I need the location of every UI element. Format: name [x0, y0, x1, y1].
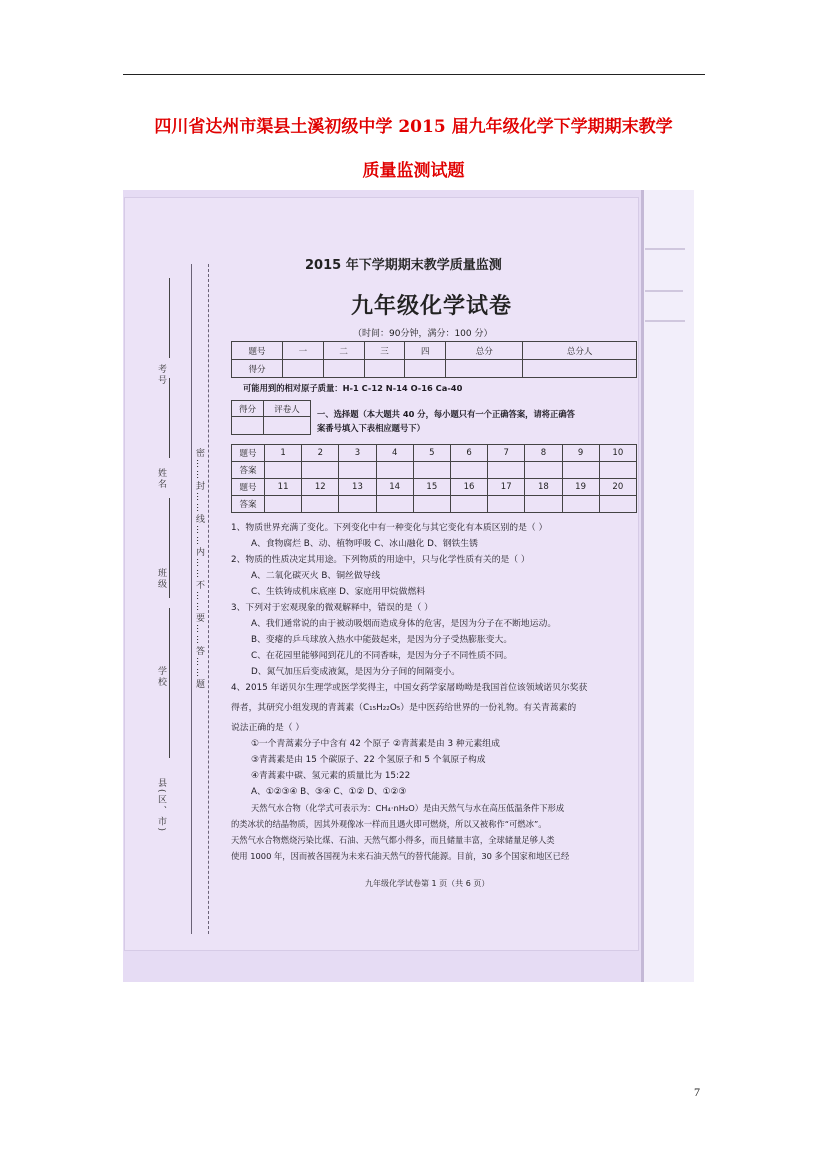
score-cell: [323, 360, 364, 378]
answer-cell: [450, 496, 487, 513]
atomic-masses: 可能用到的相对原子质量：H-1 C-12 N-14 O-16 Ca-40: [243, 383, 463, 393]
question-number: 17: [488, 479, 525, 496]
passage-line3: 天然气水合物燃烧污染比煤、石油、天然气都小得多，而且储量丰富，全球储量足够人类: [231, 835, 555, 845]
question-number: 4: [376, 445, 413, 462]
grader-cell: [232, 417, 264, 435]
question-3-option-a: A、我们通常说的由于被动吸烟而造成身体的危害，是因为分子在不断地运动。: [251, 619, 557, 629]
scanned-exam-page: [123, 190, 694, 982]
answer-cell: [488, 496, 525, 513]
question-number: 14: [376, 479, 413, 496]
question-4-options: A、①②③④ B、③④ C、①② D、①②③: [251, 787, 407, 797]
answer-cell: [376, 496, 413, 513]
seal-line: [208, 264, 210, 934]
answer-cell: [376, 462, 413, 479]
section1-instructions-line1: 一、选择题（本大题共 40 分，每小题只有一个正确答案，请将正确答: [317, 409, 575, 419]
passage-line2: 的类冰状的结晶物质，因其外观像冰一样而且遇火即可燃烧，所以又被称作“可燃冰”。: [231, 819, 547, 829]
score-cell: 三: [364, 342, 405, 360]
document-title: 四川省达州市渠县土溪初级中学 2015 届九年级化学下学期期末教学: [154, 117, 673, 137]
answer-grid-row: [232, 445, 637, 462]
answer-cell: [265, 462, 302, 479]
question-number: 7: [488, 445, 525, 462]
answer-cell: [599, 496, 636, 513]
answer-cell: [339, 496, 376, 513]
question-4-line1: 4、2015 年诺贝尔生理学或医学奖得主，中国女药学家屠呦呦是我国首位该领域诺贝尔奖获: [231, 683, 588, 693]
answer-cell: [413, 462, 450, 479]
question-2: 2、物质的性质决定其用途。下列物质的用途中，只与化学性质有关的是（ ）: [231, 555, 530, 565]
answer-grid-row: [232, 496, 637, 513]
question-1: 1、物质世界充满了变化。下列变化中有一种变化与其它变化有本质区别的是（ ）: [231, 523, 548, 533]
score-cell: [283, 360, 324, 378]
question-number: 2: [302, 445, 339, 462]
score-cell: 二: [323, 342, 364, 360]
answer-cell: [599, 462, 636, 479]
answer-cell: [339, 462, 376, 479]
answer-cell: [562, 496, 599, 513]
question-2-options-cd: C、生铁铸成机床底座 D、家庭用甲烷做燃料: [251, 587, 426, 597]
score-table: [231, 341, 637, 378]
grader-cell: 得分: [232, 401, 264, 417]
bleed-through-mark: [645, 248, 685, 250]
school-label: 学校: [156, 666, 166, 688]
exam-number-label: 考号: [156, 364, 166, 386]
answer-cell: [265, 496, 302, 513]
answer-grid-row: [232, 479, 637, 496]
score-cell: [446, 360, 523, 378]
bleed-through-mark: [645, 290, 683, 292]
score-cell: 一: [283, 342, 324, 360]
score-cell: 题号: [232, 342, 283, 360]
seal-instruction: 密……封……线……内……不……要……答……题: [194, 448, 204, 690]
answer-cell: [525, 462, 562, 479]
score-cell: 四: [405, 342, 446, 360]
class-label: 班级: [156, 568, 166, 590]
answer-cell: [562, 462, 599, 479]
name-label: 姓名: [156, 468, 166, 490]
question-number: 9: [562, 445, 599, 462]
score-cell: [364, 360, 405, 378]
question-number: 11: [265, 479, 302, 496]
score-cell: 总分: [446, 342, 523, 360]
question-number: 1: [265, 445, 302, 462]
section1-instructions-line2: 案番号填入下表相应题号下）: [317, 423, 425, 433]
grid-label: 答案: [232, 462, 265, 479]
question-4-line2: 得者，其研究小组发现的青蒿素（C₁₅H₂₂O₅）是中医药给世界的一份礼物。有关青蒿素的: [231, 703, 577, 713]
question-number: 16: [450, 479, 487, 496]
exam-heading: 2015 年下学期期末教学质量监测: [305, 258, 502, 273]
question-3-option-d: D、氮气加压后变成液氮，是因为分子间的间隔变小。: [251, 667, 461, 677]
grader-cell: 评卷人: [263, 401, 310, 417]
question-1-options: A、食物腐烂 B、动、植物呼吸 C、冰山融化 D、钢铁生锈: [251, 539, 478, 549]
exam-number-fill-line: [169, 278, 170, 358]
question-number: 20: [599, 479, 636, 496]
grid-label: 题号: [232, 479, 265, 496]
name-fill-line: [169, 378, 170, 458]
answer-cell: [413, 496, 450, 513]
exam-page-footer: 九年级化学试卷第 1 页（共 6 页）: [365, 879, 490, 888]
passage-line1: 天然气水合物（化学式可表示为：CH₄·nH₂O）是由天然气与水在高压低温条件下形成: [251, 803, 565, 813]
exam-time-info: （时间：90分钟，满分：100 分）: [353, 329, 493, 339]
question-number: 6: [450, 445, 487, 462]
scan-background-edge: [642, 190, 694, 982]
answer-cell: [488, 462, 525, 479]
score-cell: 得分: [232, 360, 283, 378]
exam-title: 九年级化学试卷: [351, 293, 513, 319]
question-number: 18: [525, 479, 562, 496]
question-4-statements-12: ①一个青蒿素分子中含有 42 个原子 ②青蒿素是由 3 种元素组成: [251, 739, 500, 749]
question-2-options-ab: A、二氧化碳灭火 B、铜丝做导线: [251, 571, 381, 581]
county-fill-line: [169, 608, 170, 758]
exam-sheet: [125, 198, 638, 950]
question-4-statement-3: ③青蒿素是由 15 个碳原子、22 个氢原子和 5 个氧原子构成: [251, 755, 486, 765]
question-number: 13: [339, 479, 376, 496]
answer-cell: [302, 496, 339, 513]
bleed-through-mark: [645, 320, 685, 322]
question-number: 12: [302, 479, 339, 496]
answer-grid-row: [232, 462, 637, 479]
grader-cell: [263, 417, 310, 435]
question-number: 19: [562, 479, 599, 496]
scan-shadow-line: [641, 190, 644, 982]
answer-cell: [450, 462, 487, 479]
question-number: 10: [599, 445, 636, 462]
grid-label: 答案: [232, 496, 265, 513]
score-cell: [405, 360, 446, 378]
question-3-option-c: C、在花园里能够闻到花儿的不同香味，是因为分子不同性质不同。: [251, 651, 513, 661]
question-4-line3: 说法正确的是（ ）: [231, 723, 305, 733]
document-subtitle: 质量监测试题: [362, 161, 465, 181]
question-number: 15: [413, 479, 450, 496]
answer-cell: [302, 462, 339, 479]
grid-label: 题号: [232, 445, 265, 462]
question-4-statement-4: ④青蒿素中碳、氢元素的质量比为 15:22: [251, 771, 411, 781]
question-3: 3、下列对于宏观现象的微观解释中，错误的是（ ）: [231, 603, 433, 613]
question-number: 3: [339, 445, 376, 462]
answer-grid: [231, 444, 637, 513]
score-cell: [523, 360, 637, 378]
score-cell: 总分人: [523, 342, 637, 360]
county-label: 县(区、市): [156, 778, 166, 834]
page-number: 7: [694, 1085, 700, 1099]
question-number: 8: [525, 445, 562, 462]
answer-cell: [525, 496, 562, 513]
grader-box: [231, 400, 311, 435]
school-fill-line: [169, 498, 170, 598]
question-3-option-b: B、变瘪的乒乓球放入热水中能鼓起来，是因为分子受热膨胀变大。: [251, 635, 513, 645]
passage-line4: 使用 1000 年，因而被各国视为未来石油天然气的替代能源。目前，30 多个国家和地区已经: [231, 851, 570, 861]
header-rule: [123, 74, 705, 75]
question-number: 5: [413, 445, 450, 462]
